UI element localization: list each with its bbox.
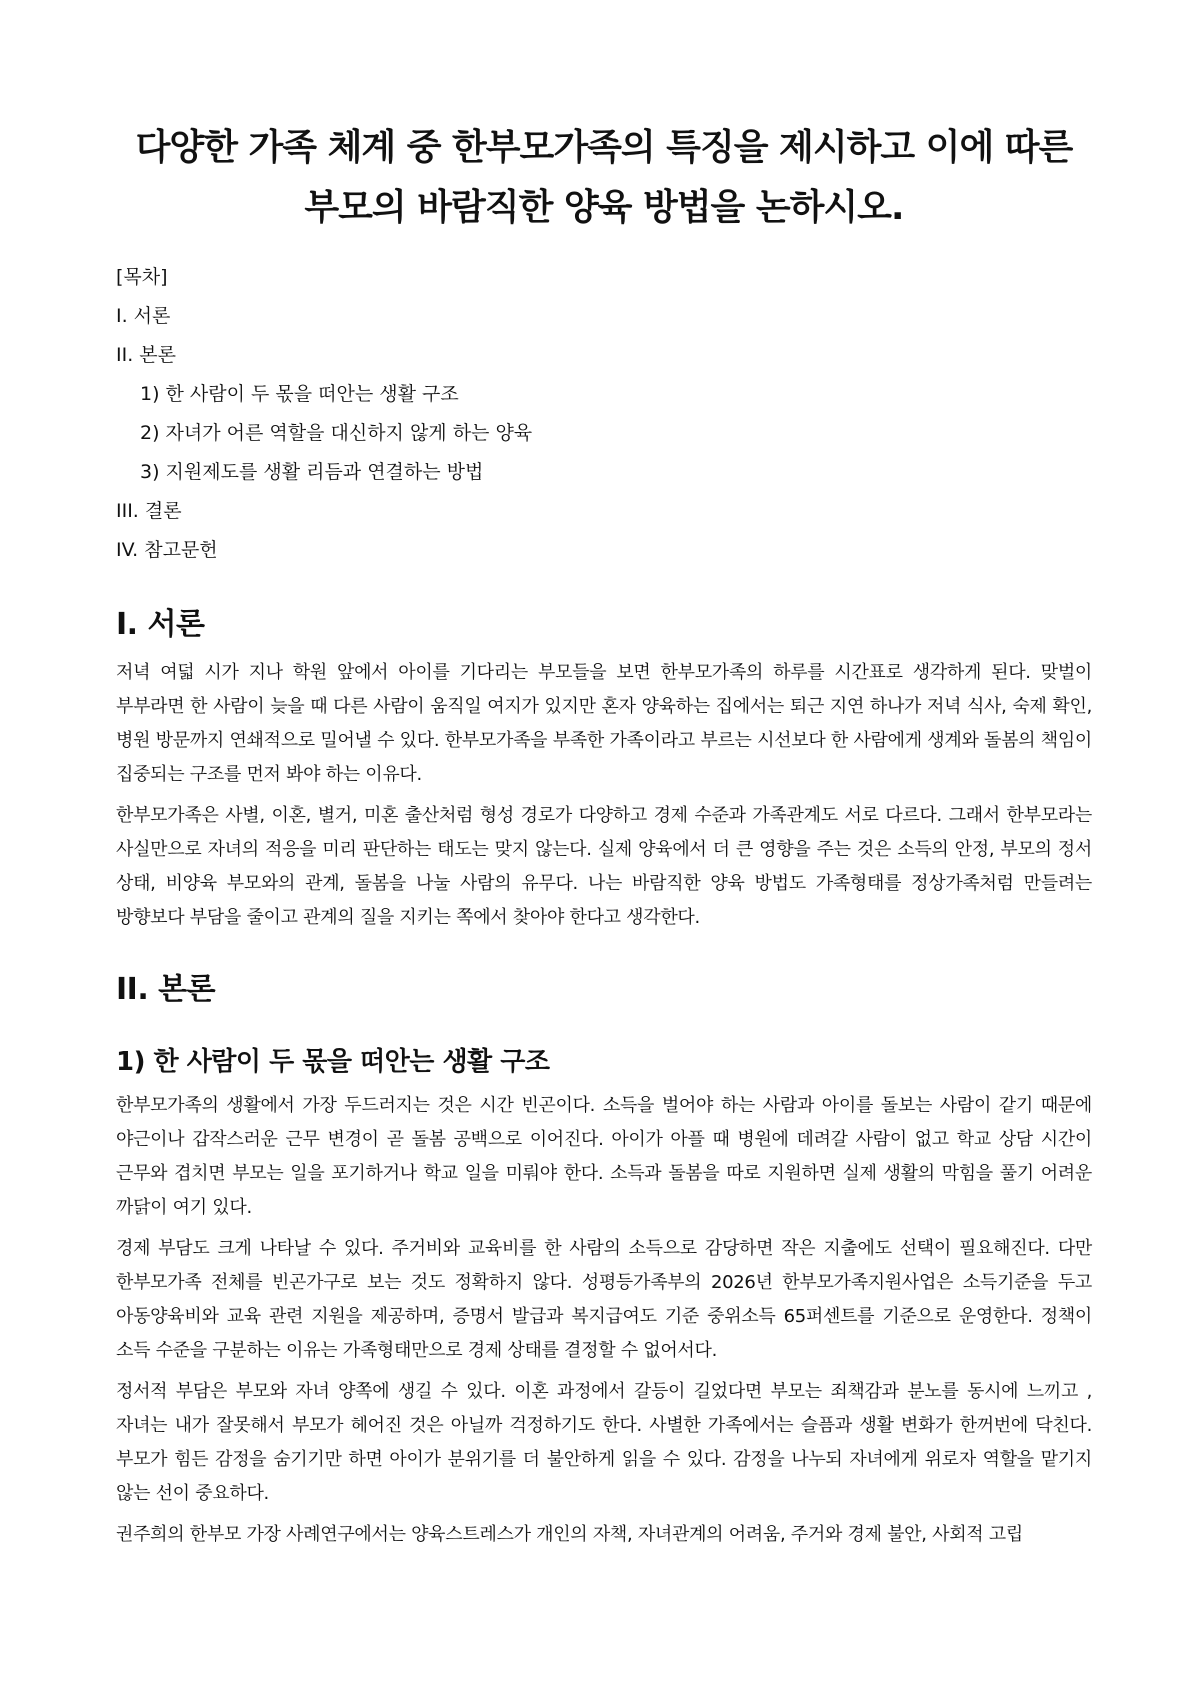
- intro-paragraph-1: 저녁 여덟 시가 지나 학원 앞에서 아이를 기다리는 부모들을 보면 한부모가족의 하루를 시간표로 생각하게 된다. 맞벌이 부부라면 한 사람이 늦을 때 다른 사람이 움직일 여지가 있지만 혼자 양육하는 집에서는 퇴근 지연 하나가 저녁 식사, 숙제 확인, 병원 방문까지 연쇄적으로 밀어낼 수 있다. 한부모가족을 부족한 가족이라고 부르는 시선보다 한 사람에게 생계와 돌봄의 책임이 집중되는 구조를 먼저 봐야 하는 이유다.: [116, 662, 1092, 785]
- toc-heading: [목차]: [116, 266, 168, 288]
- intro-paragraph-2: 한부모가족은 사별, 이혼, 별거, 미혼 출산처럼 형성 경로가 다양하고 경제 수준과 가족관계도 서로 다르다. 그래서 한부모라는 사실만으로 자녀의 적응을 미리 판단하는 태도는 맞지 않는다. 실제 양육에서 더 큰 영향을 주는 것은 소득의 안정, 부모의 정서 상태, 비양육 부모와의 관계, 돌봄을 나눌 사람의 유무다. 나는 바람직한 양육 방법도 가족형태를 정상가족처럼 만들려는 방향보다 부담을 줄이고 관계의 질을 지키는 쪽에서 찾아야 한다고 생각한다.: [116, 805, 1092, 928]
- body-paragraph-2: 경제 부담도 크게 나타날 수 있다. 주거비와 교육비를 한 사람의 소득으로 감당하면 작은 지출에도 선택이 필요해진다. 다만 한부모가족 전체를 빈곤가구로 보는 것도 정확하지 않다. 성평등가족부의 2026년 한부모가족지원사업은 소득기준을 두고 아동양육비와 교육 관련 지원을 제공하며, 증명서 발급과 복지급여도 기준 중위소득 65퍼센트를 기준으로 운영한다. 정책이 소득 수준을 구분하는 이유는 가족형태만으로 경제 상태를 결정할 수 없어서다.: [116, 1238, 1092, 1361]
- body-paragraph-1: 한부모가족의 생활에서 가장 두드러지는 것은 시간 빈곤이다. 소득을 벌어야 하는 사람과 아이를 돌보는 사람이 같기 때문에 야근이나 갑작스러운 근무 변경이 곧 돌봄 공백으로 이어진다. 아이가 아플 때 병원에 데려갈 사람이 없고 학교 상담 시간이 근무와 겹치면 부모는 일을 포기하거나 학교 일을 미뤄야 한다. 소득과 돌봄을 따로 지원하면 실제 생활의 막힘을 풀기 어려운 까닭이 여기 있다.: [116, 1095, 1092, 1218]
- document-title-line-1: 다양한 가족 체계 중 한부모가족의 특징을 제시하고 이에 따른: [135, 127, 1073, 168]
- document-title-line-2: 부모의 바람직한 양육 방법을 논하시오.: [304, 187, 904, 228]
- document-title: [116, 118, 1092, 238]
- section-heading-main-body: II. 본론: [116, 972, 216, 1007]
- toc-item-sub-1: 1) 한 사람이 두 몫을 떠안는 생활 구조: [140, 383, 459, 405]
- section-heading-introduction: I. 서론: [116, 607, 205, 642]
- body-paragraph-4: 권주희의 한부모 가장 사례연구에서는 양육스트레스가 개인의 자책, 자녀관계의 어려움, 주거와 경제 불안, 사회적 고립: [116, 1524, 1023, 1545]
- subsection-heading-1: 1) 한 사람이 두 몫을 떠안는 생활 구조: [116, 1047, 550, 1077]
- table-of-contents: [116, 258, 1092, 570]
- toc-item-references: IV. 참고문헌: [116, 539, 218, 561]
- toc-item-sub-3: 3) 지원제도를 생활 리듬과 연결하는 방법: [140, 461, 484, 483]
- body-paragraph-3: 정서적 부담은 부모와 자녀 양쪽에 생길 수 있다. 이혼 과정에서 갈등이 길었다면 부모는 죄책감과 분노를 동시에 느끼고 , 자녀는 내가 잘못해서 부모가 헤어진 것은 아닐까 걱정하기도 한다. 사별한 가족에서는 슬픔과 생활 변화가 한꺼번에 닥친다. 부모가 힘든 감정을 숨기기만 하면 아이가 분위기를 더 불안하게 읽을 수 있다. 감정을 나누되 자녀에게 위로자 역할을 맡기지 않는 선이 중요하다.: [116, 1381, 1092, 1504]
- toc-item-main-body: II. 본론: [116, 344, 176, 366]
- toc-item-introduction: I. 서론: [116, 305, 171, 327]
- toc-item-conclusion: III. 결론: [116, 500, 182, 522]
- toc-item-sub-2: 2) 자녀가 어른 역할을 대신하지 않게 하는 양육: [140, 422, 533, 444]
